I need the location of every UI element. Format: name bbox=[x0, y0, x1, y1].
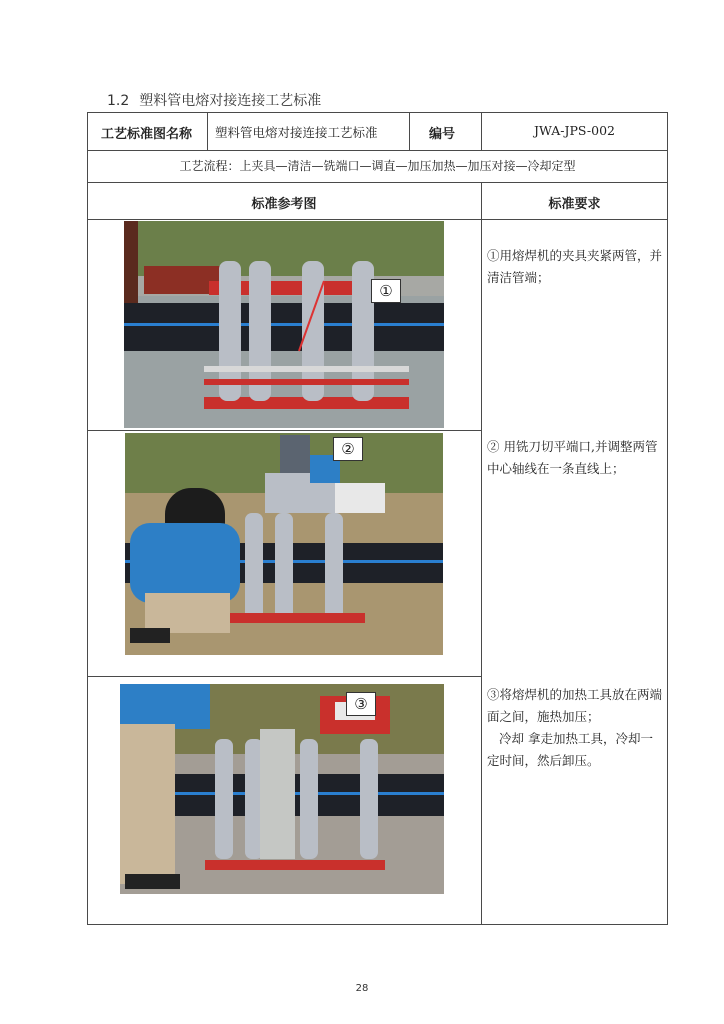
code-value: JWA-JPS-002 bbox=[533, 123, 615, 138]
col-divider bbox=[481, 182, 482, 925]
step-1-marker: ① bbox=[371, 279, 401, 303]
step-2-marker: ② bbox=[333, 437, 363, 461]
standard-table bbox=[87, 112, 668, 925]
step-2-requirement: ② 用铣刀切平端口,并调整两管中心轴线在一条直线上； bbox=[487, 439, 658, 476]
table-border-right bbox=[667, 112, 668, 925]
row-divider bbox=[87, 182, 668, 183]
section-heading: 塑料管电熔对接连接工艺标准 bbox=[139, 93, 322, 109]
step-1-photo bbox=[124, 221, 444, 428]
row-divider bbox=[87, 150, 668, 151]
step-3-photo bbox=[120, 684, 444, 894]
step-3-marker: ③ bbox=[346, 692, 376, 716]
col-divider bbox=[207, 112, 208, 150]
step-3-requirement: ③将熔焊机的加热工具放在两端面之间，施热加压； bbox=[487, 687, 663, 724]
table-border-left bbox=[87, 112, 88, 925]
section-title bbox=[107, 90, 321, 110]
row-divider bbox=[87, 676, 481, 677]
step-3-cooling: 冷却 拿走加热工具，冷却一定时间，然后卸压。 bbox=[487, 731, 653, 768]
col-divider bbox=[409, 112, 410, 150]
requirements-header: 标准要求 bbox=[548, 197, 601, 212]
name-label: 工艺标准图名称 bbox=[101, 127, 193, 142]
row-divider bbox=[87, 219, 668, 220]
page-number: 28 bbox=[355, 983, 369, 994]
row-divider bbox=[87, 430, 481, 431]
code-label: 编号 bbox=[429, 127, 456, 142]
section-number: 1.2 bbox=[107, 93, 130, 109]
step-1-requirement: ①用熔焊机的夹具夹紧两管，并清洁管端； bbox=[487, 248, 663, 285]
table-border-top bbox=[87, 112, 668, 113]
reference-header: 标准参考图 bbox=[251, 197, 317, 212]
name-value: 塑料管电熔对接连接工艺标准 bbox=[215, 125, 378, 140]
table-border-bottom bbox=[87, 924, 668, 925]
step-2-photo bbox=[125, 433, 443, 655]
process-flow: 工艺流程：上夹具—清洁—铣端口—调直—加压加热—加压对接—冷却定型 bbox=[179, 159, 576, 173]
